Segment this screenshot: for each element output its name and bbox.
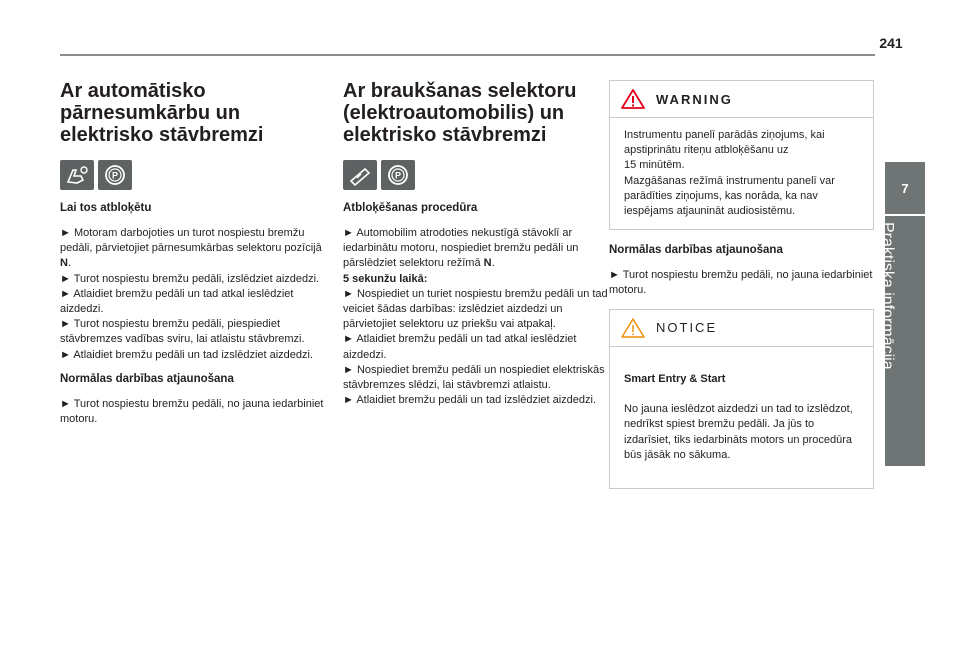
column-notes bbox=[609, 80, 874, 503]
icon-row bbox=[60, 160, 325, 190]
section-heading: Ar automātisko pārnesumkārbu un elektrisko stāvbremzi bbox=[60, 80, 264, 146]
header-divider bbox=[60, 54, 875, 56]
svg-text:P: P bbox=[394, 170, 402, 181]
drive-selector-icon bbox=[343, 160, 377, 190]
notice-box bbox=[609, 309, 874, 490]
step-b1: ► Nospiediet un turiet nospiestu bremžu pedāli un tad veiciet šādas darbības: izslēdziet aizdedzi un pārvietojiet selektoru uz priekšu vai atpakaļ. bbox=[343, 287, 608, 331]
step-a: ► Automobilim atrodoties nekustīgā stāvoklī ar iedarbinātu motoru, nospiediet bremžu pedāli un pārslēdziet selektoru režīmā N. bbox=[343, 227, 579, 270]
icon-row bbox=[343, 160, 608, 190]
unlock-procedure-subheading: Atbloķēšanas procedūra bbox=[343, 202, 478, 214]
unlock-subheading: Lai tos atbloķētu bbox=[60, 202, 152, 214]
parking-brake-icon bbox=[98, 160, 132, 190]
parking-brake-icon bbox=[381, 160, 415, 190]
step-2: ► Turot nospiestu bremžu pedāli, izslēdziet aizdedzi. bbox=[60, 272, 320, 285]
step-b4: ► Atlaidiet bremžu pedāli un tad izslēdziet aizdedzi. bbox=[343, 394, 597, 407]
step-4: ► Turot nospiestu bremžu pedāli, piespiediet stāvbremzes vadības sviru, lai atlaistu stāvbremzi. bbox=[60, 318, 305, 346]
svg-text:P: P bbox=[111, 170, 119, 181]
notice-header bbox=[610, 310, 873, 347]
section-heading: Ar braukšanas selektoru (elektroautomobilis) un elektrisko stāvbremzi bbox=[343, 80, 577, 146]
column-automatic-gearbox bbox=[60, 80, 325, 437]
notice-bold-heading: Smart Entry & Start bbox=[624, 372, 726, 385]
notice-text: No jauna ieslēdzot aizdedzi un tad to izslēdzot, nedrīkst spiest bremžu pedāli. Ja jūs to izdarīsiet, tiks iedarbināts motors un procedūra būs jāsāk no sākuma. bbox=[624, 403, 853, 461]
notice-title: NOTICE bbox=[656, 320, 718, 336]
notice-content bbox=[610, 347, 873, 479]
normal-operation-heading: Normālas darbības atjaunošana bbox=[60, 372, 234, 385]
step-5: ► Atlaidiet bremžu pedāli un tad izslēdziet aizdedzi. bbox=[60, 348, 314, 361]
normal-operation-heading: Normālas darbības atjaunošana bbox=[609, 244, 783, 257]
normal-operation-text: ► Turot nospiestu bremžu pedāli, no jauna iedarbiniet motoru. bbox=[609, 269, 873, 297]
normal-operation-text: ► Turot nospiestu bremžu pedāli, no jauna iedarbiniet motoru. bbox=[60, 397, 324, 426]
column-drive-selector bbox=[343, 80, 608, 408]
step-b3: ► Nospiediet bremžu pedāli un nospiediet elektriskās stāvbremzes slēdzi, lai stāvbremzi atlaistu. bbox=[343, 363, 605, 392]
chapter-number-tab[interactable]: 7 bbox=[885, 162, 925, 214]
warning-header bbox=[610, 81, 873, 118]
page-number: 241 bbox=[879, 35, 903, 51]
warning-triangle-icon bbox=[620, 88, 646, 110]
warning-text: Instrumentu panelī parādās ziņojums, kai apstiprinātu riteņu atbloķēšanu uz 15 minūtēm. Mazgāšanas režīmā instrumentu panelī var parādīties ziņojums, kas norāda, ka nav iespējams atjaunināt audiosistēmu. bbox=[624, 129, 835, 218]
step-b2: ► Atlaidiet bremžu pedāli un tad atkal ieslēdziet aizdedzi. bbox=[343, 333, 577, 361]
chapter-title: Praktiska informācija bbox=[879, 222, 896, 370]
step-1: ► Motoram darbojoties un turot nospiestu bremžu pedāli, pārvietojiet pārnesumkārbas selektoru pozīcijā N. bbox=[60, 227, 322, 270]
hand-on-lever-icon bbox=[60, 160, 94, 190]
notice-triangle-icon bbox=[620, 317, 646, 339]
warning-title: WARNING bbox=[656, 91, 733, 107]
warning-box bbox=[609, 80, 874, 230]
step-3: ► Atlaidiet bremžu pedāli un tad atkal ieslēdziet aizdedzi. bbox=[60, 287, 294, 316]
within-5-seconds-label: 5 sekunžu laikā: bbox=[343, 272, 428, 285]
